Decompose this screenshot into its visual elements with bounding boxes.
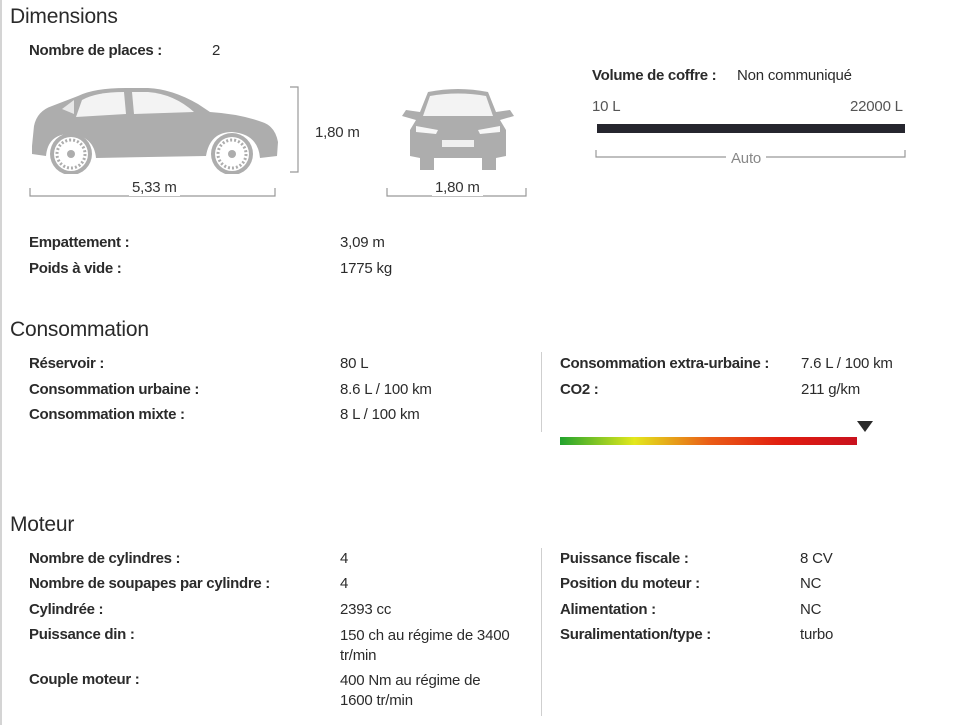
- moteur-left-label: Nombre de soupapes par cylindre :: [29, 575, 270, 592]
- moteur-left-value: 4: [340, 575, 349, 592]
- length-value: 5,33 m: [129, 179, 180, 196]
- trunk-max: 22000 L: [850, 98, 903, 115]
- moteur-left-label: Couple moteur :: [29, 671, 140, 688]
- section-title-moteur: Moteur: [10, 513, 75, 536]
- conso-left-value: 80 L: [340, 355, 369, 372]
- moteur-left-label: Cylindrée :: [29, 601, 104, 618]
- conso-left-label: Réservoir :: [29, 355, 105, 372]
- places-label: Nombre de places :: [29, 42, 162, 59]
- moteur-left-value: 400 Nm au régime de 1600 tr/min: [340, 672, 481, 709]
- conso-right-label: Consommation extra-urbaine :: [560, 355, 770, 372]
- conso-left-value: 8.6 L / 100 km: [340, 381, 432, 398]
- trunk-mode: Auto: [726, 150, 766, 167]
- co2-gauge-bar: [560, 437, 857, 445]
- conso-right-label: CO2 :: [560, 381, 599, 398]
- left-border: [0, 0, 2, 725]
- section-title-consommation: Consommation: [10, 318, 149, 341]
- moteur-left-label: Puissance din :: [29, 626, 135, 643]
- moteur-left-value: 2393 cc: [340, 601, 392, 618]
- moteur-right-label: Puissance fiscale :: [560, 550, 689, 567]
- trunk-value: Non communiqué: [737, 67, 852, 84]
- weight-value: 1775 kg: [340, 260, 392, 277]
- car-side-icon: [26, 84, 282, 174]
- wheelbase-value: 3,09 m: [340, 234, 385, 251]
- moteur-right-label: Alimentation :: [560, 601, 656, 618]
- moteur-right-label: Suralimentation/type :: [560, 626, 711, 643]
- wheelbase-label: Empattement :: [29, 234, 130, 251]
- moteur-left-value: 150 ch au régime de 3400 tr/min: [340, 627, 510, 664]
- column-divider: [541, 352, 542, 432]
- width-value: 1,80 m: [432, 179, 483, 196]
- moteur-right-value: 8 CV: [800, 550, 833, 567]
- weight-label: Poids à vide :: [29, 260, 122, 277]
- conso-left-value: 8 L / 100 km: [340, 406, 420, 423]
- height-bracket: [288, 86, 302, 176]
- moteur-left-value: 4: [340, 550, 349, 567]
- column-divider: [541, 548, 542, 716]
- co2-marker-icon: [857, 421, 873, 432]
- conso-right-value: 7.6 L / 100 km: [801, 355, 893, 372]
- moteur-left-label: Nombre de cylindres :: [29, 550, 181, 567]
- car-front-icon: [396, 86, 520, 172]
- moteur-right-label: Position du moteur :: [560, 575, 700, 592]
- conso-left-label: Consommation urbaine :: [29, 381, 200, 398]
- conso-right-value: 211 g/km: [801, 381, 860, 398]
- conso-left-label: Consommation mixte :: [29, 406, 185, 423]
- trunk-min: 10 L: [592, 98, 621, 115]
- places-value: 2: [212, 42, 221, 59]
- height-value: 1,80 m: [315, 124, 360, 141]
- moteur-right-value: turbo: [800, 626, 834, 643]
- moteur-right-value: NC: [800, 601, 822, 618]
- trunk-volume-bar: [597, 124, 905, 133]
- trunk-label: Volume de coffre :: [592, 67, 717, 84]
- section-title-dimensions: Dimensions: [10, 5, 118, 28]
- moteur-right-value: NC: [800, 575, 822, 592]
